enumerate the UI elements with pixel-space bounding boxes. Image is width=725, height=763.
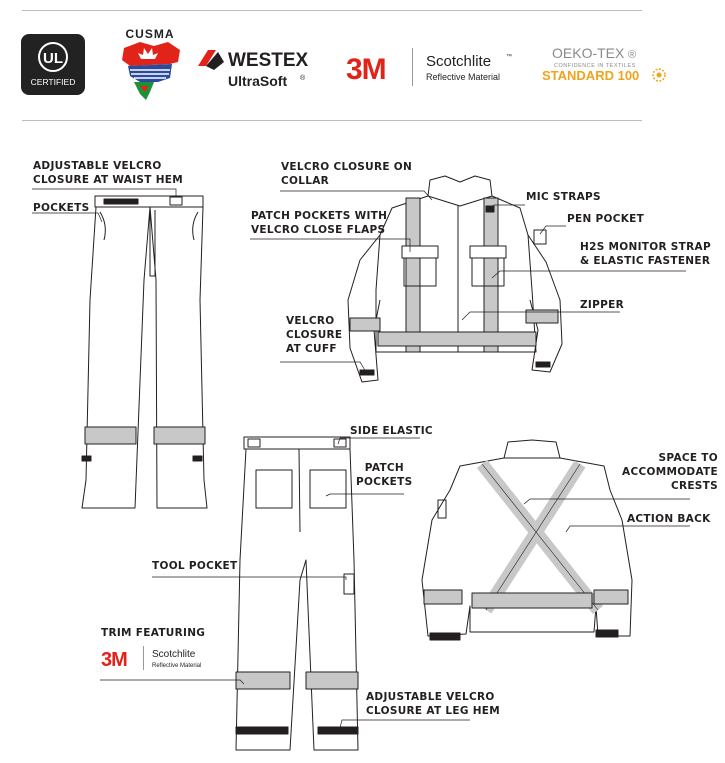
label-zipper [580, 298, 624, 312]
label-collar-line1: VELCRO CLOSURE ON [281, 161, 413, 173]
label-patch-flaps-line1: PATCH POCKETS WITH [251, 210, 388, 222]
label-mic-straps [526, 190, 601, 204]
front-pants-reflective-band-right [154, 427, 205, 444]
label-action-back-text: ACTION BACK [627, 513, 711, 525]
westex-sub: UltraSoft [228, 73, 288, 89]
label-tool-pocket [152, 559, 237, 573]
label-pockets-text: POCKETS [33, 202, 90, 214]
back-jacket-drawing [422, 440, 632, 640]
label-trim [101, 626, 205, 640]
label-patch-pockets-line1: PATCH [364, 462, 404, 474]
jacket-front-stripe-left [406, 198, 420, 352]
oeko-standard: STANDARD 100 [542, 68, 640, 83]
label-cuff-line1: VELCRO [286, 315, 335, 327]
back-pants-drawing [236, 437, 358, 750]
label-cuff-line2: CLOSURE [286, 329, 343, 341]
label-mic-straps-text: MIC STRAPS [526, 191, 601, 203]
westex-reg: ® [300, 75, 306, 82]
label-leg-hem-line1: ADJUSTABLE VELCRO [366, 691, 495, 703]
label-crests-line1: SPACE TO [658, 452, 718, 464]
label-pen-pocket [567, 212, 644, 226]
trim-3m-mark: 3M [101, 649, 127, 671]
label-h2s-line2: & ELASTIC FASTENER [580, 255, 711, 267]
front-pants-reflective-band-left [85, 427, 136, 444]
label-leg-hem [366, 690, 500, 718]
back-pants-reflective-band-left [236, 672, 290, 689]
scotchlite-tm: ™ [506, 54, 512, 60]
label-action-back [627, 512, 711, 526]
label-waist-velcro-line1: ADJUSTABLE VELCRO [33, 160, 162, 172]
front-jacket-drawing [348, 176, 562, 382]
label-cuff [286, 314, 342, 356]
label-patch-pockets-line2: POCKETS [356, 476, 413, 488]
oeko-reg: ® [628, 49, 637, 61]
trim-scotchlite-sub: Reflective Material [152, 663, 202, 669]
oeko-name: OEKO-TEX [552, 45, 625, 61]
label-pen-pocket-text: PEN POCKET [567, 213, 645, 225]
waist-velcro-tab [104, 199, 138, 204]
label-side-elastic-text: SIDE ELASTIC [350, 425, 433, 437]
oeko-tagline: CONFIDENCE IN TEXTILES [554, 63, 636, 69]
label-patch-flaps [251, 209, 387, 237]
westex-name: WESTEX [228, 50, 309, 71]
label-h2s [580, 240, 711, 268]
label-waist-velcro-line2: CLOSURE AT WAIST HEM [33, 174, 184, 186]
label-cuff-line3: AT CUFF [286, 343, 337, 355]
label-tool-pocket-text: TOOL POCKET [152, 560, 238, 572]
back-pants-reflective-band-right [306, 672, 358, 689]
label-crests [618, 451, 718, 493]
label-side-elastic [350, 424, 433, 438]
label-crests-line2: ACCOMMODATE [622, 466, 718, 478]
scotchlite-name: Scotchlite [426, 53, 492, 70]
ul-mark: UL [43, 50, 63, 67]
jacket-waist-band [378, 332, 536, 346]
front-pants-drawing [82, 196, 207, 508]
label-waist-velcro [33, 159, 183, 187]
ul-caption: CERTIFIED [30, 77, 76, 87]
label-patch-pockets [356, 461, 413, 489]
label-trim-text: TRIM FEATURING [101, 627, 206, 639]
label-collar [281, 160, 412, 188]
label-zipper-text: ZIPPER [580, 299, 624, 311]
trim-scotchlite-name: Scotchlite [152, 649, 196, 660]
label-patch-flaps-line2: VELCRO CLOSE FLAPS [251, 224, 386, 236]
label-leg-hem-line2: CLOSURE AT LEG HEM [366, 705, 501, 717]
label-pockets [33, 201, 89, 215]
scotchlite-sub: Reflective Material [426, 72, 501, 82]
trim-scotchlite-logo [101, 644, 221, 672]
scotchlite-brand: 3M [346, 53, 386, 86]
cusma-title: CUSMA [125, 27, 175, 41]
label-crests-line3: CRESTS [670, 480, 718, 492]
label-collar-line2: COLLAR [281, 175, 330, 187]
label-h2s-line1: H2S MONITOR STRAP [580, 241, 711, 253]
back-jacket-waist-band [472, 593, 592, 608]
